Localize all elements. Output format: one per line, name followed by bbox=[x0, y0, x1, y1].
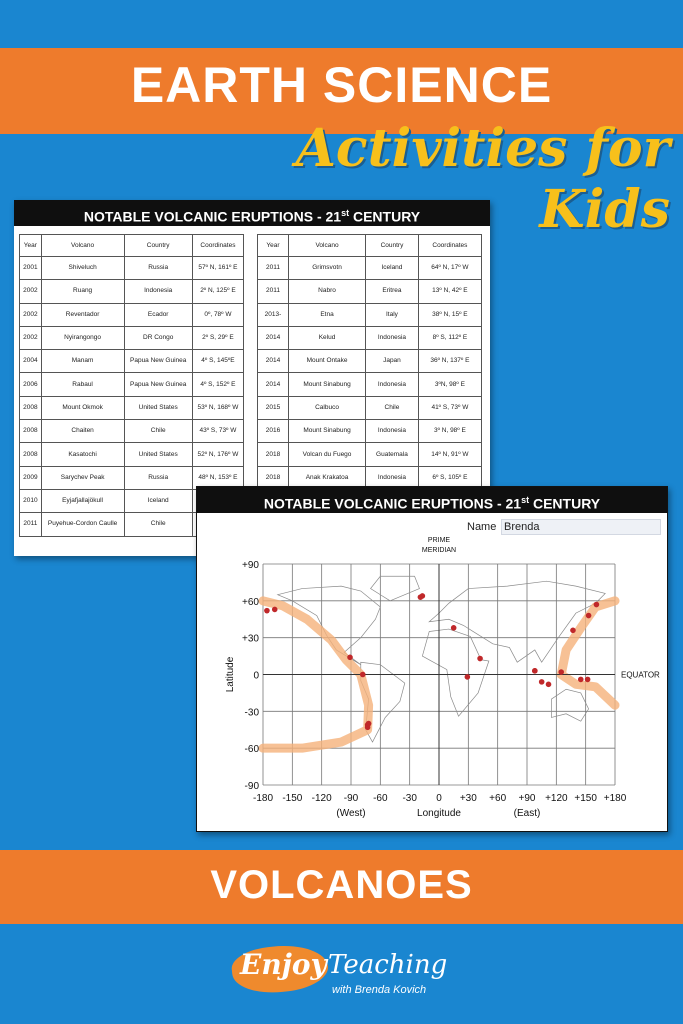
table-cell: 64º N, 17º W bbox=[418, 257, 481, 280]
table-cell: 3º N, 98º E bbox=[418, 420, 481, 443]
eruption-point bbox=[586, 613, 592, 619]
table-cell: United States bbox=[124, 443, 192, 466]
table-row bbox=[258, 396, 482, 419]
world-map-plot bbox=[197, 487, 667, 831]
table-row bbox=[20, 280, 244, 303]
table-cell: 41º S, 73º W bbox=[418, 396, 481, 419]
table-cell: 13º N, 42º E bbox=[418, 280, 481, 303]
table-cell: 2008 bbox=[20, 420, 42, 443]
table-cell: 2010 bbox=[20, 489, 42, 512]
lon-tick-label: +60 bbox=[489, 793, 507, 804]
table-cell: 2016 bbox=[258, 420, 289, 443]
table-cell: Iceland bbox=[366, 257, 419, 280]
lon-tick-label: +150 bbox=[574, 793, 597, 804]
table-cell: 53º N, 168º W bbox=[192, 396, 243, 419]
map-title-end: CENTURY bbox=[529, 495, 601, 512]
continent-outline bbox=[422, 629, 488, 716]
table-cell: 8º S, 112º E bbox=[418, 326, 481, 349]
eruption-point bbox=[585, 677, 591, 683]
table-row bbox=[20, 443, 244, 466]
table-cell: 2011 bbox=[20, 513, 42, 536]
column-header: Coordinates bbox=[192, 235, 243, 257]
table-cell: 2º S, 29º E bbox=[192, 326, 243, 349]
table-cell: Anak Krakatoa bbox=[288, 466, 365, 489]
table-cell: Indonesia bbox=[366, 466, 419, 489]
table-row bbox=[258, 373, 482, 396]
x-axis-label: Longitude bbox=[417, 808, 461, 819]
eruption-point bbox=[558, 669, 564, 675]
table-cell: United States bbox=[124, 396, 192, 419]
column-header: Country bbox=[366, 235, 419, 257]
table-row bbox=[258, 257, 482, 280]
lon-tick-label: +90 bbox=[518, 793, 536, 804]
table-cell: 2008 bbox=[20, 443, 42, 466]
table-cell: 2014 bbox=[258, 373, 289, 396]
lon-tick-label: -120 bbox=[311, 793, 332, 804]
name-value[interactable]: Brenda bbox=[501, 519, 661, 535]
table-row bbox=[20, 373, 244, 396]
eruption-point bbox=[347, 655, 353, 661]
logo-teaching: Teaching bbox=[328, 950, 448, 980]
table-cell: Russia bbox=[124, 257, 192, 280]
eruption-point bbox=[532, 668, 538, 674]
table-cell: Sarychev Peak bbox=[41, 466, 124, 489]
table-title-end: CENTURY bbox=[349, 208, 421, 225]
column-header: Volcano bbox=[41, 235, 124, 257]
table-row bbox=[258, 350, 482, 373]
table-cell: 4º S, 152º E bbox=[192, 373, 243, 396]
table-sheet-title bbox=[14, 200, 490, 226]
table-cell: Rabaul bbox=[41, 373, 124, 396]
table-cell: Papua New Guinea bbox=[124, 350, 192, 373]
footer-banner bbox=[0, 850, 683, 924]
continent-outline bbox=[278, 586, 381, 665]
lat-tick-label: +60 bbox=[242, 596, 259, 608]
table-cell: Eritrea bbox=[366, 280, 419, 303]
table-header-row bbox=[258, 235, 482, 257]
table-cell: Kasatochi bbox=[41, 443, 124, 466]
table-cell: 2011 bbox=[258, 257, 289, 280]
lon-tick-label: 0 bbox=[436, 793, 442, 804]
eruption-point bbox=[539, 679, 545, 685]
page-subtitle: Activities for Kids bbox=[295, 118, 670, 240]
table-cell: Indonesia bbox=[124, 280, 192, 303]
table-cell: 57º N, 161º E bbox=[192, 257, 243, 280]
table-cell: 14º N, 91º W bbox=[418, 443, 481, 466]
table-header-row bbox=[20, 235, 244, 257]
table-cell: Calbuco bbox=[288, 396, 365, 419]
eruption-point bbox=[578, 677, 584, 683]
table-cell: Kelud bbox=[288, 326, 365, 349]
column-header: Volcano bbox=[288, 235, 365, 257]
table-cell: 2018 bbox=[258, 466, 289, 489]
table-row bbox=[20, 303, 244, 326]
continent-outline bbox=[371, 576, 420, 601]
y-axis-label: Latitude bbox=[225, 656, 236, 693]
table-cell: 2008 bbox=[20, 396, 42, 419]
table-cell: 2014 bbox=[258, 326, 289, 349]
page-title: EARTH SCIENCE bbox=[130, 57, 553, 113]
equator-label: EQUATOR bbox=[621, 670, 660, 680]
table-cell: Nyirangongo bbox=[41, 326, 124, 349]
table-cell: Ruang bbox=[41, 280, 124, 303]
west-label: (West) bbox=[336, 808, 366, 819]
table-cell: Guatemala bbox=[366, 443, 419, 466]
table-cell: 2009 bbox=[20, 466, 42, 489]
table-cell: Volcan du Fuego bbox=[288, 443, 365, 466]
column-header: Year bbox=[20, 235, 42, 257]
table-cell: DR Congo bbox=[124, 326, 192, 349]
table-row bbox=[20, 326, 244, 349]
table-cell: 2018 bbox=[258, 443, 289, 466]
lon-tick-label: +30 bbox=[459, 793, 477, 804]
table-cell: Etna bbox=[288, 303, 365, 326]
table-cell: 2015 bbox=[258, 396, 289, 419]
eruption-point bbox=[451, 625, 457, 631]
lon-tick-label: -60 bbox=[373, 793, 388, 804]
column-header: Country bbox=[124, 235, 192, 257]
name-label: Name bbox=[467, 521, 497, 533]
table-cell: 3ºN, 98º E bbox=[418, 373, 481, 396]
eruption-point bbox=[570, 628, 576, 634]
map-title-text: NOTABLE VOLCANIC ERUPTIONS - 21 bbox=[263, 495, 522, 512]
eruption-point bbox=[264, 608, 270, 614]
table-row bbox=[258, 443, 482, 466]
column-header: Coordinates bbox=[418, 235, 481, 257]
eruptions-table-right bbox=[257, 234, 482, 490]
table-cell: 2001 bbox=[20, 257, 42, 280]
table-cell: Mount Sinabung bbox=[288, 373, 365, 396]
table-cell: 2014 bbox=[258, 350, 289, 373]
table-cell: 43º S, 73º W bbox=[192, 420, 243, 443]
eruption-point bbox=[465, 674, 471, 680]
table-cell: 2002 bbox=[20, 326, 42, 349]
eruption-point bbox=[420, 593, 426, 599]
table-row bbox=[20, 396, 244, 419]
lat-tick-label: +30 bbox=[242, 633, 259, 645]
table-cell: 2º N, 125º E bbox=[192, 280, 243, 303]
table-row bbox=[20, 350, 244, 373]
table-cell: Mount Ontake bbox=[288, 350, 365, 373]
logo-with: with Brenda Kovich bbox=[332, 984, 427, 996]
table-title-sup: st bbox=[341, 208, 350, 218]
table-cell: Nabro bbox=[288, 280, 365, 303]
eruptions-map-sheet bbox=[196, 486, 668, 832]
lon-tick-label: -90 bbox=[343, 793, 359, 804]
table-cell: Italy bbox=[366, 303, 419, 326]
lon-tick-label: -180 bbox=[252, 793, 274, 804]
table-row bbox=[258, 420, 482, 443]
table-cell: Chile bbox=[124, 513, 192, 536]
table-cell: Mount Okmok bbox=[41, 396, 124, 419]
table-cell: Russia bbox=[124, 466, 192, 489]
table-cell: 2002 bbox=[20, 303, 42, 326]
table-cell: Chile bbox=[124, 420, 192, 443]
table-cell: 0º, 78º W bbox=[192, 303, 243, 326]
table-cell: 36º N, 137º E bbox=[418, 350, 481, 373]
table-title-text: NOTABLE VOLCANIC ERUPTIONS - 21 bbox=[83, 208, 342, 225]
map-title-sup: st bbox=[521, 495, 530, 505]
eruption-point bbox=[477, 656, 483, 662]
eruption-point bbox=[360, 672, 366, 678]
column-header: Year bbox=[258, 235, 289, 257]
prime-meridian-label: MERIDIAN bbox=[421, 547, 457, 554]
table-cell: 2011 bbox=[258, 280, 289, 303]
table-cell: 2006 bbox=[20, 373, 42, 396]
east-label: (East) bbox=[513, 808, 541, 819]
table-cell: Indonesia bbox=[366, 326, 419, 349]
table-row bbox=[258, 326, 482, 349]
lat-tick-label: +90 bbox=[242, 560, 259, 571]
table-cell: 2004 bbox=[20, 350, 42, 373]
table-cell: 48º N, 153º E bbox=[192, 466, 243, 489]
enjoy-teaching-logo bbox=[232, 942, 462, 1002]
table-cell: 6º S, 105º E bbox=[418, 466, 481, 489]
table-cell: Papua New Guinea bbox=[124, 373, 192, 396]
table-cell: Iceland bbox=[124, 489, 192, 512]
lon-tick-label: -150 bbox=[282, 793, 303, 804]
eruption-point bbox=[546, 682, 552, 688]
table-cell: Indonesia bbox=[366, 420, 419, 443]
continent-outline bbox=[551, 689, 588, 721]
lon-tick-label: +180 bbox=[603, 793, 627, 804]
lat-tick-label: -30 bbox=[244, 707, 259, 719]
table-cell: Grimsvotn bbox=[288, 257, 365, 280]
table-cell: Mount Sinabung bbox=[288, 420, 365, 443]
eruption-point bbox=[594, 602, 600, 608]
eruption-point bbox=[272, 607, 278, 613]
table-row bbox=[258, 303, 482, 326]
table-cell: Puyehue-Cordon Caulle bbox=[41, 513, 124, 536]
table-cell: 38º N, 15º E bbox=[418, 303, 481, 326]
continent-outline bbox=[429, 581, 605, 662]
table-cell: Chile bbox=[366, 396, 419, 419]
logo-enjoy: Enjoy bbox=[240, 948, 327, 981]
table-cell: Indonesia bbox=[366, 373, 419, 396]
eruption-point bbox=[365, 722, 371, 728]
table-cell: 4º S, 145ºE bbox=[192, 350, 243, 373]
table-row bbox=[20, 257, 244, 280]
lat-tick-label: -90 bbox=[244, 781, 259, 792]
table-cell: Reventador bbox=[41, 303, 124, 326]
table-cell: Eyjafjallajökull bbox=[41, 489, 124, 512]
table-cell: 52º N, 176º W bbox=[192, 443, 243, 466]
lat-tick-label: 0 bbox=[253, 670, 259, 682]
table-row bbox=[20, 420, 244, 443]
table-cell: Chaiten bbox=[41, 420, 124, 443]
table-row bbox=[258, 280, 482, 303]
table-cell: Shiveluch bbox=[41, 257, 124, 280]
lon-tick-label: -30 bbox=[402, 793, 417, 804]
table-cell: Manam bbox=[41, 350, 124, 373]
lon-tick-label: +120 bbox=[545, 793, 568, 804]
footer-title: VOLCANOES bbox=[210, 863, 473, 907]
prime-meridian-label: PRIME bbox=[427, 537, 451, 544]
lat-tick-label: -60 bbox=[244, 744, 259, 756]
table-cell: 2013- bbox=[258, 303, 289, 326]
table-cell: 2002 bbox=[20, 280, 42, 303]
table-cell: Japan bbox=[366, 350, 419, 373]
table-cell: Ecador bbox=[124, 303, 192, 326]
